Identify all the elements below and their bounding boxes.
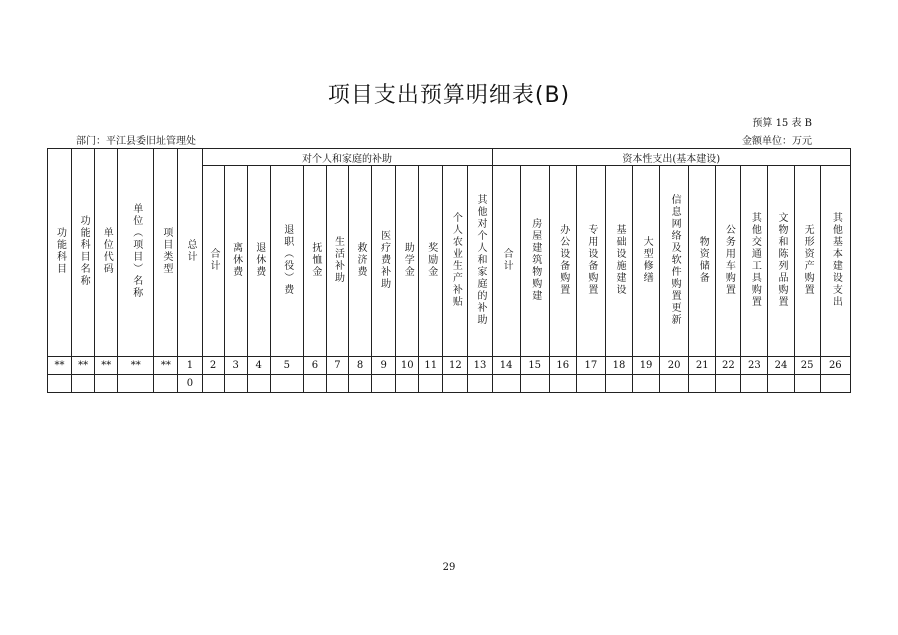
data-cell [419,375,443,393]
header-label: 专用设备购置 [585,223,597,296]
header-label: 功能科目 [54,227,66,275]
header-label: 其他基本建设支出 [830,211,842,308]
data-cell [468,375,492,393]
header-cell [716,166,741,357]
header-cell [794,166,820,357]
data-cell [48,375,72,393]
column-index-cell: ** [154,357,178,375]
header-label: 救济费 [355,241,367,278]
data-cell [349,375,372,393]
data-cell [224,375,247,393]
header-cell [605,166,632,357]
column-index-cell: ** [48,357,72,375]
column-index-cell: 10 [396,357,419,375]
header-cell [270,166,303,357]
column-index-cell: 3 [224,357,247,375]
header-cell [492,166,520,357]
data-cell [202,375,224,393]
data-cell [95,375,118,393]
header-label: 房屋建筑物购建 [529,217,541,302]
header-cell [520,166,549,357]
column-index-cell: 7 [326,357,348,375]
column-index-cell: 19 [633,357,660,375]
data-cell [716,375,741,393]
table-code: 预算 15 表 B [752,118,812,129]
data-cell [520,375,549,393]
column-index-cell: 1 [178,357,202,375]
header-label: 信息网络及软件购置更新 [669,193,681,326]
header-cell [741,166,768,357]
header-cell [72,149,95,357]
header-label: 医疗费补助 [378,229,390,290]
header-cell [820,166,850,357]
table-row [48,375,851,393]
data-cell [270,375,303,393]
data-cell [660,375,689,393]
column-index-cell: 18 [605,357,632,375]
column-index-row [48,357,851,375]
header-cell [576,166,605,357]
data-cell [633,375,660,393]
header-cell [202,166,224,357]
header-label: 项目类型 [160,227,172,275]
header-label: 助学金 [402,241,414,278]
data-cell [689,375,716,393]
header-label: 离休费 [230,241,242,278]
header-cell [372,166,396,357]
column-index-cell: ** [95,357,118,375]
header-cell [419,166,443,357]
column-index-cell: 26 [820,357,850,375]
budget-detail-table [47,148,851,393]
column-index-cell: 22 [716,357,741,375]
column-index-cell: 16 [549,357,576,375]
group-header-personal: 对个人和家庭的补助 [202,149,492,166]
header-label: 奖励金 [425,241,437,278]
header-cell [178,149,202,357]
data-cell [326,375,348,393]
column-index-cell: 15 [520,357,549,375]
column-index-cell: 8 [349,357,372,375]
column-index-cell: 11 [419,357,443,375]
header-label: 其他交通工具购置 [749,211,761,308]
header-cell [95,149,118,357]
header-cell [224,166,247,357]
header-cell [768,166,794,357]
page-number: 29 [442,562,456,573]
data-cell [794,375,820,393]
header-label: 合计 [501,247,513,272]
header-label: 功能科目名称 [78,215,90,287]
header-label: 办公设备购置 [557,223,569,296]
column-index-cell: 14 [492,357,520,375]
header-label: 抚恤金 [309,241,321,278]
data-cell [247,375,270,393]
group-header-capital: 资本性支出(基本建设) [492,149,850,166]
data-cell: 0 [178,375,202,393]
header-cell [689,166,716,357]
header-label: 单位（项目）名称 [130,203,142,299]
header-cell [633,166,660,357]
header-label: 合计 [208,247,220,272]
data-cell [768,375,794,393]
data-cell [741,375,768,393]
header-cell [349,166,372,357]
header-label: 退休费 [253,241,265,278]
header-label: 其他对个人和家庭的补助 [474,193,486,326]
header-label: 生活补助 [332,235,344,284]
data-cell [396,375,419,393]
header-cell [468,166,492,357]
header-label: 文物和陈列品购置 [776,211,787,308]
column-index-cell: 5 [270,357,303,375]
data-cell [372,375,396,393]
page-title: 项目支出预算明细表(B) [327,83,571,108]
column-index-cell: 21 [689,357,716,375]
header-cell [396,166,419,357]
data-cell [443,375,468,393]
header-cell [443,166,468,357]
column-index-cell: 6 [303,357,326,375]
header-cell [118,149,154,357]
header-cell [247,166,270,357]
header-label: 无形资产购置 [802,223,814,296]
header-label: 个人农业生产补贴 [450,211,462,308]
data-cell [576,375,605,393]
data-cell [820,375,850,393]
header-label: 退职（役）费 [281,223,293,296]
column-index-cell: ** [72,357,95,375]
column-index-cell: 25 [794,357,820,375]
header-label: 单位代码 [101,227,113,275]
amount-unit-label: 金额单位：万元 [742,136,812,147]
data-cell [492,375,520,393]
column-index-cell: 17 [576,357,605,375]
header-cell [549,166,576,357]
column-index-cell: 2 [202,357,224,375]
data-cell [605,375,632,393]
column-index-cell: 23 [741,357,768,375]
data-cell [72,375,95,393]
header-cell [660,166,689,357]
data-cell [303,375,326,393]
data-cell [118,375,154,393]
column-index-cell: ** [118,357,154,375]
data-cell [154,375,178,393]
column-index-cell: 9 [372,357,396,375]
header-cell [48,149,72,357]
header-label: 总计 [184,239,196,263]
column-index-cell: 12 [443,357,468,375]
header-label: 基础设施建设 [613,223,625,296]
data-cell [549,375,576,393]
header-label: 公务用车购置 [723,223,735,296]
column-index-cell: 4 [247,357,270,375]
department-label: 部门：平江县委旧址管理处 [76,136,196,147]
header-cell [326,166,348,357]
header-label: 大型修缮 [641,235,653,284]
header-cell [303,166,326,357]
column-index-cell: 20 [660,357,689,375]
header-label: 物资储备 [697,235,709,284]
column-index-cell: 13 [468,357,492,375]
column-index-cell: 24 [768,357,794,375]
header-cell [154,149,178,357]
